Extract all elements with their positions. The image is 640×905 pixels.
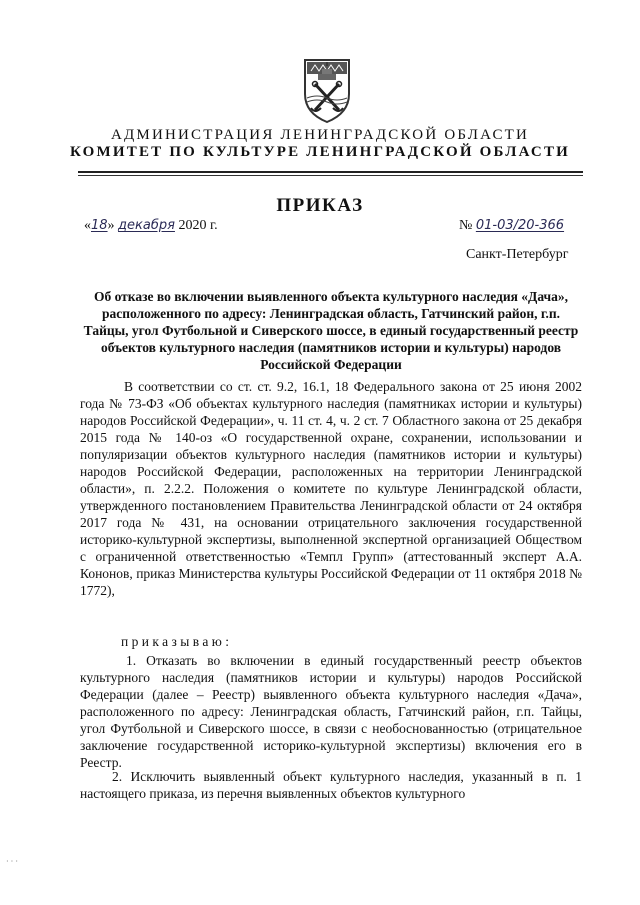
order-title: Об отказе во включении выявленного объекта культурного наследия «Дача», расположенного по адресу: Ленинградская область, Гатчинский район, г.п. Тайцы, угол Футбольной и Сиверского шоссе, в единый государственный реестр объектов культурного наследия (памятников истории и культуры) народов Российской Федерации [83,289,579,372]
margin-mark: · · · [6,857,18,866]
coat-of-arms-icon [301,56,353,124]
order-word: приказываю: [121,634,233,649]
header-divider-thick [78,171,583,173]
date-year: 2020 г. [178,218,218,233]
header-committee: КОМИТЕТ ПО КУЛЬТУРЕ ЛЕНИНГРАДСКОЙ ОБЛАСТИ [69,144,571,160]
header-administration: АДМИНИСТРАЦИЯ ЛЕНИНГРАДСКОЙ ОБЛАСТИ [110,127,530,143]
order-number [459,218,564,234]
order-item-1: 1. Отказать во включении в единый государственный реестр объектов культурного наследия (памятников истории и культуры) народов Российской Федерации (далее – Реестр) выявленного объекта культурного наследия «Дача», расположенного по адресу: Ленинградская область, Гатчинский район, г.п. Тайцы, угол Футбольной и Сиверского шоссе, в связи с необоснованностью (отрицательное заключение государственной историко-культурной экспертизы) включения его в Реестр. [80,653,582,770]
document-type-heading: ПРИКАЗ [276,195,364,216]
preamble-paragraph: В соответствии со ст. ст. 9.2, 16.1, 18 Федерального закона от 25 июня 2002 года № 73-ФЗ «Об объектах культурного наследия (памятниках истории и культуры) народов Российской Федерации», ч. 11 ст. 4, ч. 2 ст. 7 Областного закона от 25 декабря 2015 года № 140-оз «О государственной охране, сохранении, использовании и популяризации объектов культурного наследия (памятников истории и культуры) народов Российской Федерации, расположенных на территории Ленинградской области», п. 2.2.2. Положения о комитете по культуре Ленинградской области, утвержденного постановлением Правительства Ленинградской области от 24 октября 2017 года № 431, на основании отрицательного заключения государственной историко-культурной экспертизы, выполненной экспертной организацией Обществом с ограниченной ответственностью «Темпл Групп» (аттестованный эксперт А.А. Кононов, приказ Министерства культуры Российской Федерации от 11 октября 2018 № 1772), [80,379,582,598]
date-month: декабря [118,218,175,233]
header-divider-thin [78,175,583,176]
number-value: 01-03/20-366 [475,218,565,233]
date-day: 18 [91,218,108,233]
order-date [84,218,218,234]
coat-of-arms-svg [301,56,353,124]
date-open-quote: « [84,218,91,233]
order-item-2: 2. Исключить выявленный объект культурного наследия, указанный в п. 1 настоящего приказа, из перечня выявленных объектов культурного [80,769,582,801]
number-prefix: № [459,218,473,233]
city-label: Санкт-Петербург [466,247,569,262]
date-close-quote: » [107,218,115,233]
